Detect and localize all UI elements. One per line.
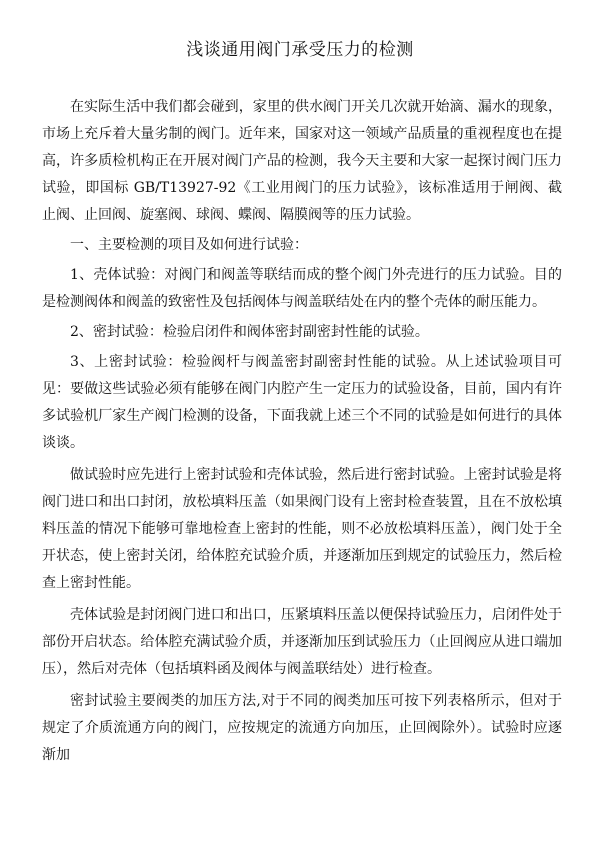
paragraph-section-heading: 一、主要检测的项目及如何进行试验： [70, 237, 308, 253]
document-title: 浅谈通用阀门承受压力的检测 [186, 40, 414, 60]
paragraph-shell-procedure: 壳体试验是封闭阀门进口和出口，压紧填料压盖以便保持试验压力，启闭件处于部份开启状态。给体腔充满试验介质，并逐渐加压到试验压力（止回阀应从进口端加压），然后对壳体（包括填料函及阀体与阀盖联结处）进行检查。 [42, 607, 562, 677]
document-body [42, 94, 562, 769]
paragraph-seal-procedure: 密封试验主要阀类的加压方法,对于不同的阀类加压可按下列表格所示，但对于规定了介质流通方向的阀门，应按规定的流通方向加压，止回阀除外）。试验时应逐渐加 [42, 693, 562, 763]
paragraph-seal-test: 2、密封试验：检验启闭件和阀体密封副密封性能的试验。 [70, 324, 429, 340]
paragraph-intro: 在实际生活中我们都会碰到，家里的供水阀门开关几次就开始滴、漏水的现象，市场上充斥着大量劣制的阀门。近年来，国家对这一领域产品质量的重视程度也在提高，许多质检机构正在开展对阀门产品的检测，我今天主要和大家一起探讨阀门压力试验，即国标 GB/T13927-92《工业用阀门的压力试验》，该标准适用于闸阀、截止阀、止回阀、旋塞阀、球阀、蝶阀、隔膜阀等的压力试验。 [42, 99, 562, 223]
paragraph-test-procedure: 做试验时应先进行上密封试验和壳体试验，然后进行密封试验。上密封试验是将阀门进口和出口封闭，放松填料压盖（如果阀门设有上密封检查装置，且在不放松填料压盖的情况下能够可靠地检查上密封的性能，则不必放松填料压盖），阀门处于全开状态，使上密封关闭，给体腔充试验介质，并逐渐加压到规定的试验压力，然后检查上密封性能。 [42, 467, 562, 591]
paragraph-upper-seal-test: 3、上密封试验：检验阀杆与阀盖密封副密封性能的试验。从上述试验项目可见：要做这些试验必须有能够在阀门内腔产生一定压力的试验设备，目前，国内有许多试验机厂家生产阀门检测的设备，下面我就上述三个不同的试验是如何进行的具体谈谈。 [42, 354, 562, 451]
paragraph-shell-test: 1、壳体试验：对阀门和阀盖等联结而成的整个阀门外壳进行的压力试验。目的是检测阀体和阀盖的致密性及包括阀体与阀盖联结处在内的整个壳体的耐压能力。 [42, 267, 562, 310]
